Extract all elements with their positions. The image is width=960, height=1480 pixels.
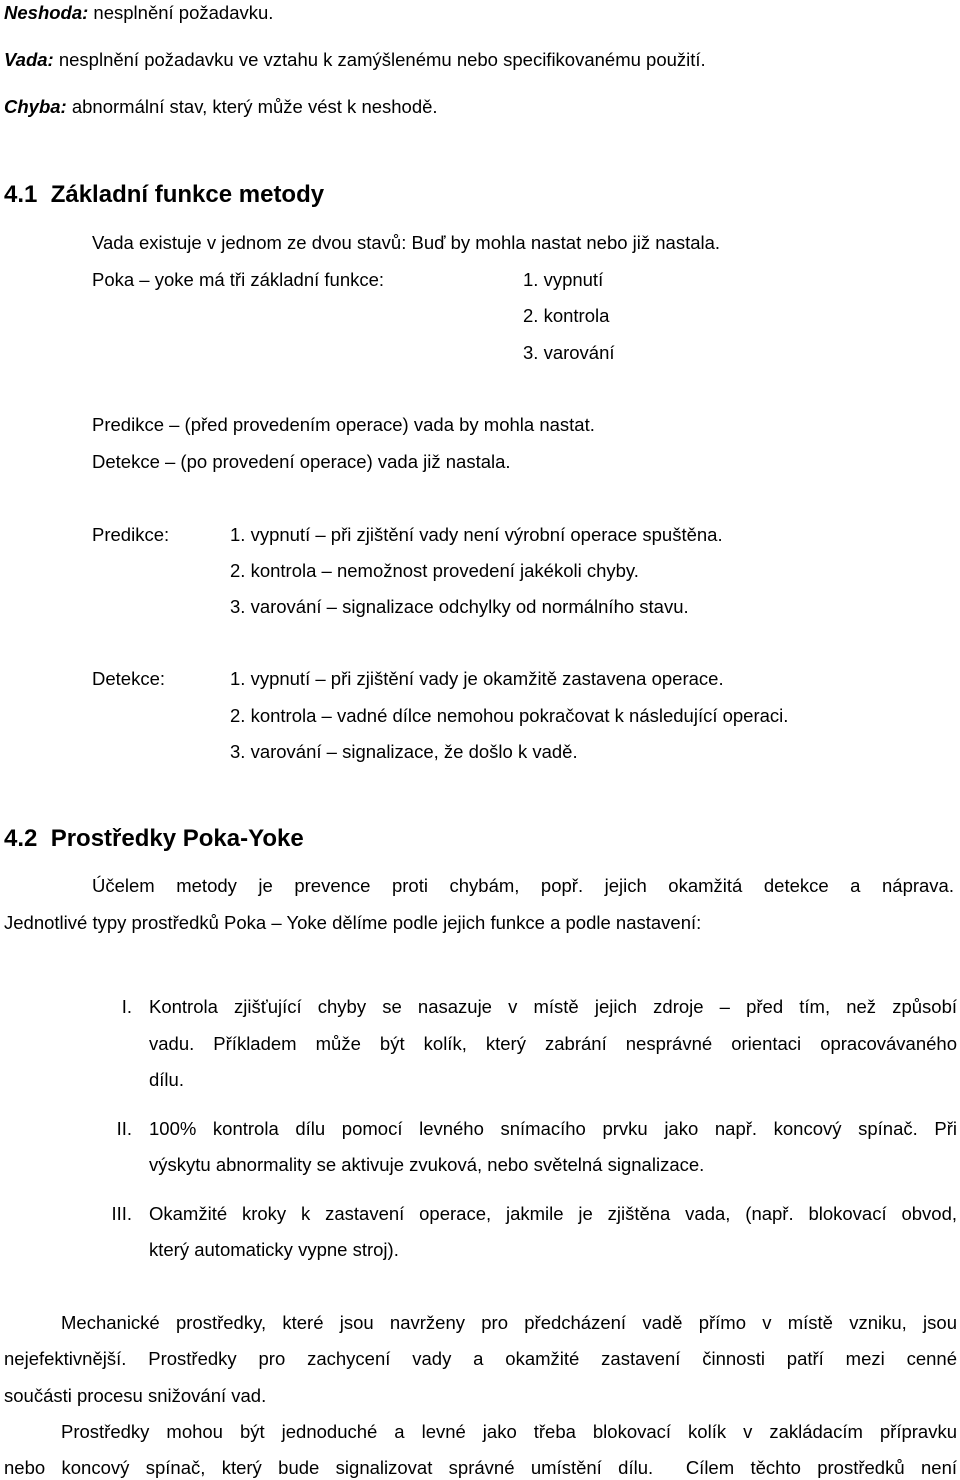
item-line: vadu. Příkladem může být kolík, který zabrání nesprávné orientaci opracovávaného bbox=[149, 1033, 957, 1054]
definition-term: Chyba: bbox=[4, 96, 67, 117]
item-number: III. bbox=[111, 1203, 132, 1224]
definition-vada bbox=[4, 49, 706, 71]
paragraph-line: součásti procesu snižování vad. bbox=[4, 1385, 267, 1406]
definition-text: nesplnění požadavku ve vztahu k zamýšlenému nebo specifikovanému použití. bbox=[53, 49, 706, 70]
detekce-definition: Detekce – (po provedení operace) vada již nastala. bbox=[92, 451, 511, 472]
definition-term: Neshoda: bbox=[4, 2, 89, 23]
function-item: 1. vypnutí bbox=[523, 269, 604, 290]
paragraph-line: nebo koncový spínač, který bude signalizovat správné umístění dílu. Cílem těchto prostředků není bbox=[4, 1457, 957, 1478]
item-line: Kontrola zjišťující chyby se nasazuje v místě jejich zdroje – před tím, než způsobí bbox=[149, 996, 957, 1017]
item-number: I. bbox=[121, 996, 132, 1017]
intro-line: Účelem metody je prevence proti chybám, popř. jejich okamžitá detekce a náprava. bbox=[92, 875, 954, 896]
predikce-definition: Predikce – (před provedením operace) vada by mohla nastat. bbox=[92, 414, 595, 435]
vada-states-line: Vada existuje v jednom ze dvou stavů: Buď by mohla nastat nebo již nastala. bbox=[92, 232, 721, 253]
definition-chyba bbox=[4, 96, 438, 118]
item-line: dílu. bbox=[149, 1069, 184, 1090]
definition-term: Vada: bbox=[4, 49, 54, 70]
item-line: 100% kontrola dílu pomocí levného snímacího prvku jako např. koncový spínač. Při bbox=[149, 1118, 957, 1139]
definition-text: abnormální stav, který může vést k neshodě. bbox=[66, 96, 438, 117]
detekce-item: 1. vypnutí – při zjištění vady je okamžitě zastavena operace. bbox=[230, 668, 724, 689]
predikce-item: 3. varování – signalizace odchylky od normálního stavu. bbox=[230, 596, 689, 617]
definition-neshoda bbox=[4, 2, 273, 24]
function-item: 3. varování bbox=[523, 342, 615, 363]
item-line: Okamžité kroky k zastavení operace, jakmile je zjištěna vada, (např. blokovací obvod, bbox=[149, 1203, 957, 1224]
paragraph-line: Prostředky mohou být jednoduché a levné jako třeba blokovací kolík v zakládacím přípravku bbox=[61, 1421, 957, 1442]
detekce-item: 3. varování – signalizace, že došlo k vadě. bbox=[230, 741, 578, 762]
detekce-label: Detekce: bbox=[92, 668, 166, 689]
function-item: 2. kontrola bbox=[523, 305, 610, 326]
item-number: II. bbox=[116, 1118, 132, 1139]
predikce-item: 2. kontrola – nemožnost provedení jakékoli chyby. bbox=[230, 560, 639, 581]
predikce-label: Predikce: bbox=[92, 524, 170, 545]
paragraph-line: nejefektivnější. Prostředky pro zachycení vady a okamžité zastavení činnosti patří mezi cenné bbox=[4, 1348, 957, 1369]
predikce-item: 1. vypnutí – při zjištění vady není výrobní operace spuštěna. bbox=[230, 524, 723, 545]
item-line: který automaticky vypne stroj). bbox=[149, 1239, 399, 1260]
functions-label: Poka – yoke má tři základní funkce: bbox=[92, 269, 385, 290]
paragraph-line: Mechanické prostředky, které jsou navrženy pro předcházení vadě přímo v místě vzniku, jsou bbox=[61, 1312, 957, 1333]
section-heading-4-1: 4.1 Základní funkce metody bbox=[4, 181, 325, 208]
definition-text: nesplnění požadavku. bbox=[88, 2, 274, 23]
item-line: výskytu abnormality se aktivuje zvuková, nebo světelná signalizace. bbox=[149, 1154, 705, 1175]
intro-line: Jednotlivé typy prostředků Poka – Yoke dělíme podle jejich funkce a podle nastavení: bbox=[4, 912, 702, 933]
detekce-item: 2. kontrola – vadné dílce nemohou pokračovat k následující operaci. bbox=[230, 705, 789, 726]
section-heading-4-2: 4.2 Prostředky Poka-Yoke bbox=[4, 825, 304, 852]
